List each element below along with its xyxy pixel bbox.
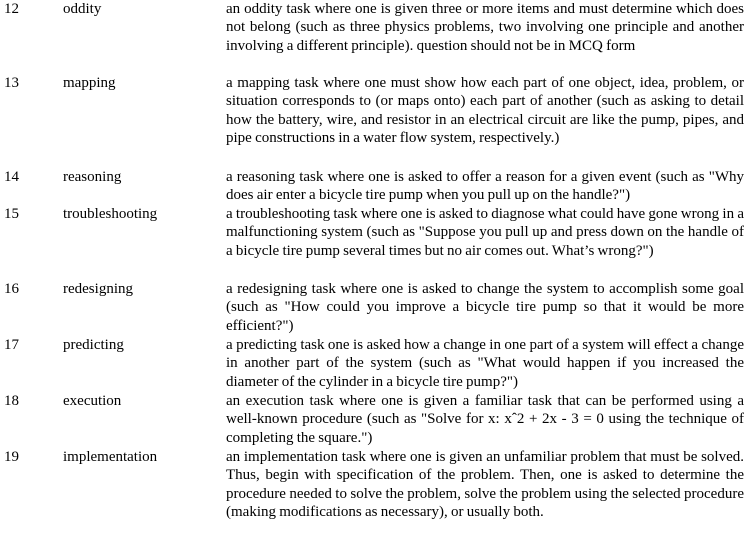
task-description: a predicting task one is asked how a change in one part of a system will effect a change in another part of the system (such as "What would happen if you increased the diameter of the cylinder in a bicycle tire pump?") xyxy=(226,337,744,390)
task-number: 14 xyxy=(4,169,19,185)
task-row-19 xyxy=(0,448,750,522)
task-number: 19 xyxy=(4,449,19,465)
task-number: 15 xyxy=(4,206,19,222)
task-description: a reasoning task where one is asked to offer a reason for a given event (such as "Why does air enter a bicycle tire pump when you pull up on the handle?") xyxy=(226,169,744,204)
task-name: execution xyxy=(63,393,122,409)
task-row-13 xyxy=(0,74,750,148)
task-row-18 xyxy=(0,392,750,447)
task-description: a troubleshooting task where one is asked to diagnose what could have gone wrong in a malfunctioning system (such as "Suppose you pull up and press down on the handle of a bicycle tire pump several times but no air comes out. What’s wrong?") xyxy=(226,206,744,259)
task-number: 16 xyxy=(4,281,19,297)
task-description: an oddity task where one is given three or more items and must determine which does not belong (such as three physics problems, two involving one principle and another involving a different principle). question should not be in MCQ form xyxy=(226,1,744,54)
task-name: oddity xyxy=(63,1,102,17)
task-description: an execution task where one is given a familiar task that can be performed using a well-known procedure (such as "Solve for x: xˆ2 + 2x - 3 = 0 using the technique of completing the square.") xyxy=(226,393,744,446)
task-name: reasoning xyxy=(63,169,122,185)
task-name: implementation xyxy=(63,449,158,465)
task-number: 18 xyxy=(4,393,19,409)
task-name: mapping xyxy=(63,75,116,91)
task-number: 13 xyxy=(4,75,19,91)
task-row-12 xyxy=(0,0,750,55)
task-row-17 xyxy=(0,336,750,391)
task-row-15 xyxy=(0,205,750,260)
task-number: 12 xyxy=(4,1,19,17)
task-name: redesigning xyxy=(63,281,133,297)
task-number: 17 xyxy=(4,337,19,353)
task-name: troubleshooting xyxy=(63,206,158,222)
task-description: an implementation task where one is given an unfamiliar problem that must be solved. Thus, begin with specification of the problem. Then, one is asked to determine the procedure needed to solve the problem, solve the problem using the selected procedure (making modifications as necessary), or usually both. xyxy=(226,449,744,521)
task-name: predicting xyxy=(63,337,124,353)
task-row-16 xyxy=(0,280,750,335)
task-description: a redesigning task where one is asked to change the system to accomplish some goal (such as "How could you improve a bicycle tire pump so that it would be more efficient?") xyxy=(226,281,744,334)
task-row-14 xyxy=(0,168,750,205)
task-description: a mapping task where one must show how each part of one object, idea, problem, or situation corresponds to (or maps onto) each part of another (such as asking to detail how the battery, wire, and resistor in an electrical circuit are like the pump, pipes, and pipe constructions in a water flow system, respectively.) xyxy=(226,75,744,147)
